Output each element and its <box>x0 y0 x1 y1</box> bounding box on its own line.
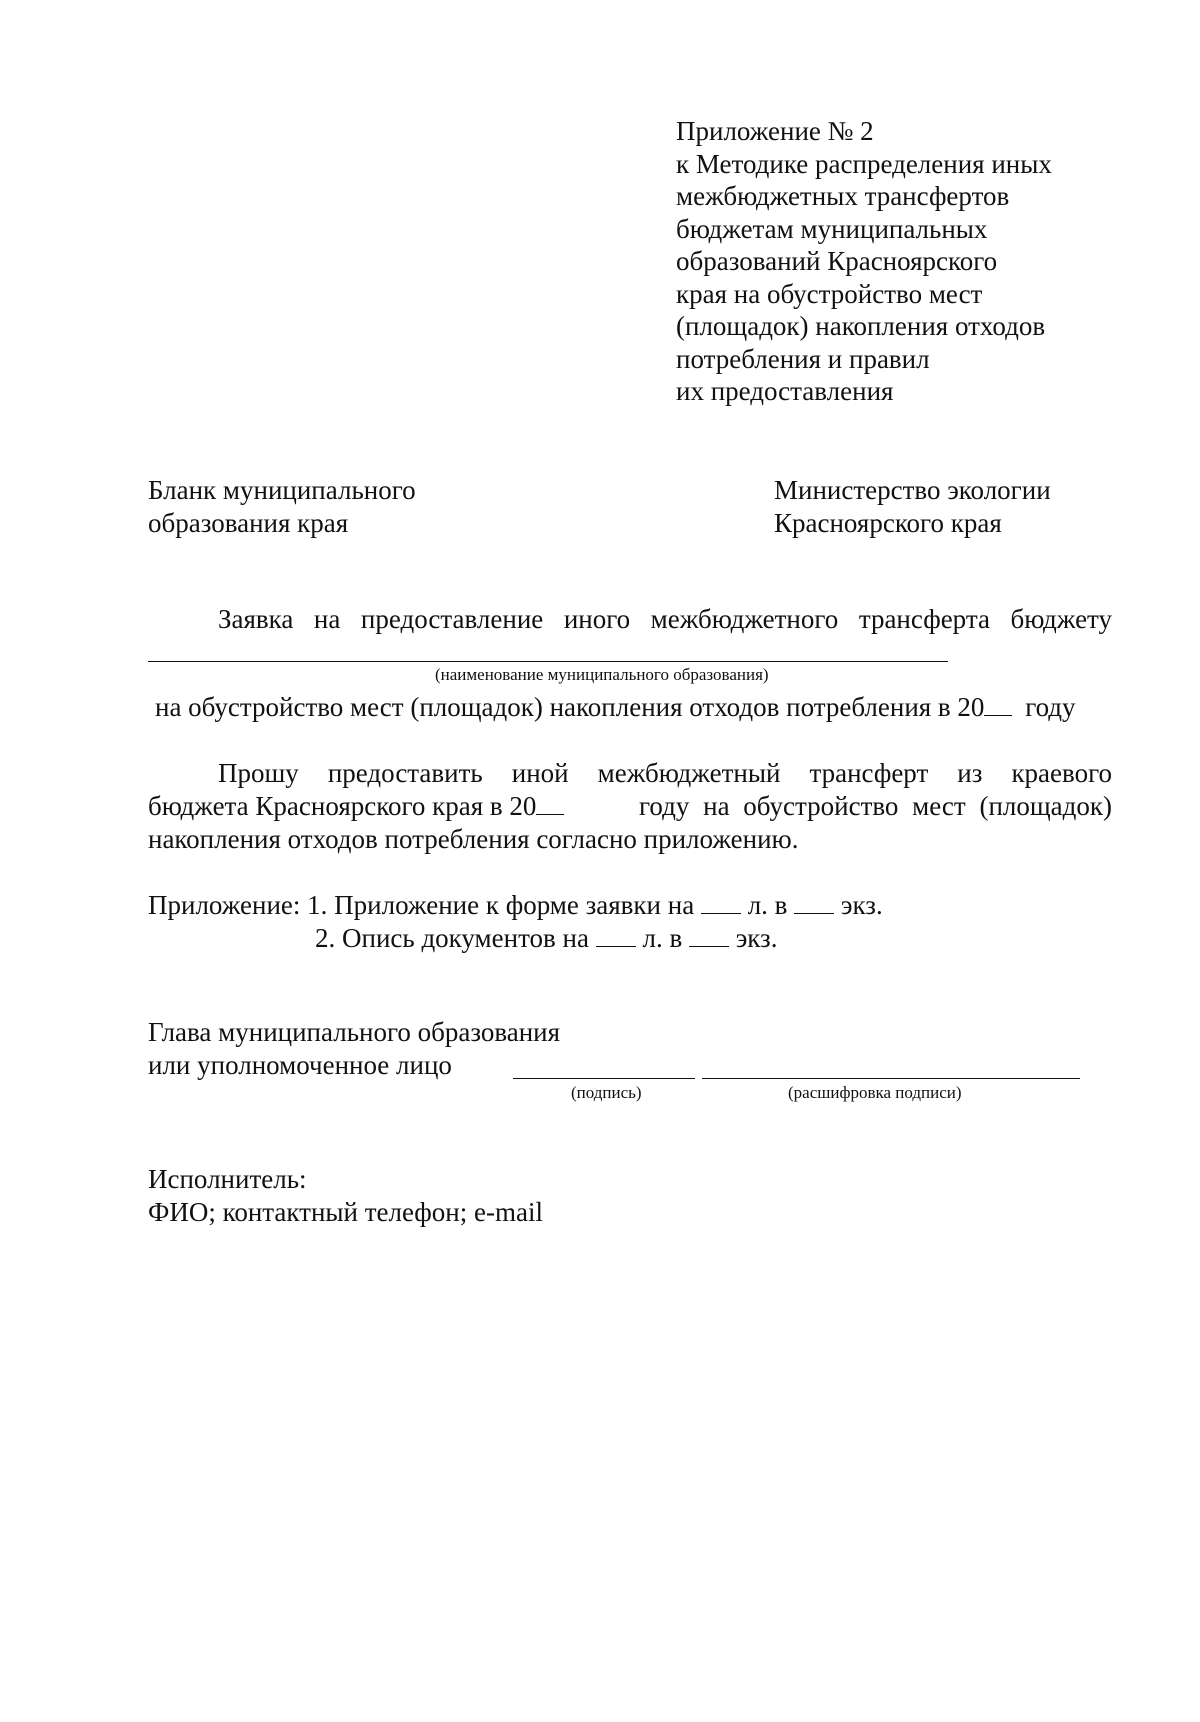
sheets-blank-2 <box>596 922 636 947</box>
appendix-line: бюджетам муниципальных <box>676 213 988 244</box>
body-line-3: накопления отходов потребления согласно приложению. <box>148 824 799 854</box>
body-line-2-text-1: бюджета Красноярского края в 20 <box>148 791 537 821</box>
appendix-header <box>676 115 1052 408</box>
attachments-item-1-sheets: л. в <box>747 890 788 920</box>
copies-blank-2 <box>689 922 729 947</box>
sender-line-1: Бланк муниципального <box>148 475 416 505</box>
body-line-2 <box>148 790 1112 823</box>
copies-blank-1 <box>794 889 834 914</box>
appendix-line: их предоставления <box>676 376 894 406</box>
executor-contacts: ФИО; контактный телефон; e-mail <box>148 1197 543 1227</box>
body-line-1: Прошу предоставить иной межбюджетный трансферт из краевого <box>218 758 1112 788</box>
appendix-line: Приложение № 2 <box>676 116 874 146</box>
appendix-line: межбюджетных трансфертов <box>676 181 1010 211</box>
attachments-item-2 <box>315 922 777 955</box>
executor-label: Исполнитель: <box>148 1164 307 1194</box>
attachments-item-2-sheets: л. в <box>642 923 683 953</box>
municipality-caption: (наименование муниципального образования) <box>435 665 769 684</box>
request-title-line-3-part-1: на обустройство мест (площадок) накопления отходов потребления в 20 <box>155 692 985 722</box>
sheets-blank-1 <box>701 889 741 914</box>
attachments-item-2-text: 2. Опись документов на <box>315 923 589 953</box>
recipient-line-2: Красноярского края <box>774 508 1002 538</box>
request-title-line-3 <box>155 691 1076 724</box>
signature-caption: (подпись) <box>571 1083 642 1102</box>
municipality-name-line <box>148 661 948 662</box>
appendix-line: образований Красноярского <box>676 246 998 276</box>
appendix-line: к Методике распределения иных <box>676 148 1052 179</box>
body-line-2-part-1 <box>148 790 564 823</box>
attachments-item-1-text: 1. Приложение к форме заявки на <box>307 890 695 920</box>
attachments-label: Приложение: <box>148 890 301 920</box>
body-line-2-part-2: году на обустройство мест (площадок) <box>639 791 1112 821</box>
appendix-line: потребления и правил <box>676 343 930 374</box>
signatory-line-2: или уполномоченное лицо <box>148 1050 452 1080</box>
request-title-line-1: Заявка на предоставление иного межбюджетного трансферта бюджету <box>218 604 1112 634</box>
signature-decoding-line <box>702 1078 1080 1079</box>
signatory-line-1: Глава муниципального образования <box>148 1017 561 1047</box>
attachments-item-1 <box>148 889 883 922</box>
body-year-blank <box>536 790 564 815</box>
recipient-line-1: Министерство экологии <box>774 475 1051 505</box>
attachments-item-2-copies: экз. <box>735 923 778 953</box>
appendix-line: (площадок) накопления отходов <box>676 311 1046 341</box>
attachments-item-1-copies: экз. <box>840 890 883 920</box>
request-title-line-3-part-2: году <box>1025 692 1076 722</box>
signature-line <box>513 1078 695 1079</box>
appendix-line: края на обустройство мест <box>676 278 983 309</box>
decoding-caption: (расшифровка подписи) <box>788 1083 962 1102</box>
sender-line-2: образования края <box>148 508 349 538</box>
year-blank <box>984 691 1012 716</box>
